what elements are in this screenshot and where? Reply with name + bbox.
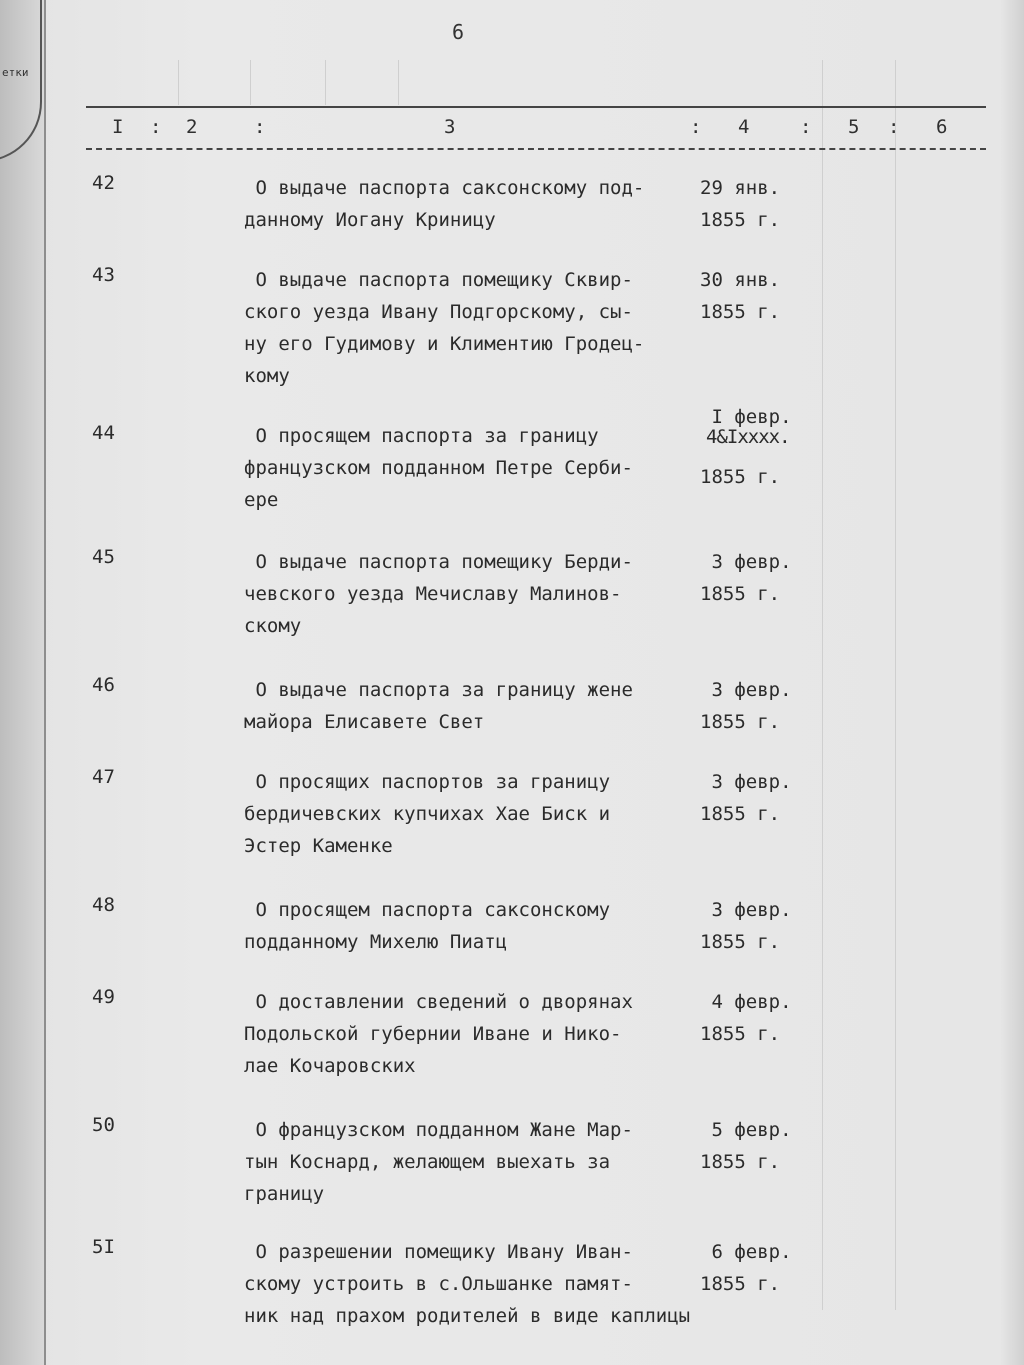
entry-number: 5I: [92, 1236, 115, 1258]
column-number: 3: [444, 116, 456, 138]
page-number: 6: [452, 20, 465, 44]
entry-number: 47: [92, 766, 115, 788]
entry-number: 44: [92, 422, 115, 444]
entry-number: 45: [92, 546, 115, 568]
margin-stub-text: етки: [2, 66, 29, 79]
column-separator: :: [888, 116, 900, 138]
entry-date: 3 февр. 1855 г.: [700, 679, 792, 733]
entry-number: 46: [92, 674, 115, 696]
entry-date: 4 февр. 1855 г.: [700, 991, 792, 1045]
entry-description: О просящем паспорта саксонскому подданному Михелю Пиатц: [244, 899, 611, 953]
margin-curve: [0, 0, 42, 162]
entry-description: О выдаче паспорта помещику Сквир- ского уезда Ивану Подгорскому, сы- ну его Гудимову и Климентию Гродец- кому: [244, 269, 645, 387]
entry-number: 49: [92, 986, 115, 1008]
bleed-through-line: [325, 60, 326, 105]
bleed-through-line: [895, 60, 896, 1310]
entry-number: 48: [92, 894, 115, 916]
document-page: етки 6 I : 2 : 3 : 4 : 5 : 6 42 О выдаче паспорта саксонскому под- данному Иогану Криницу 29 янв. 1855 г. 43 О выдаче паспорта помещику Сквир- ского уезда Ивану Подгорскому, сы- ну его Гудимову и Климентию Гродец- кому 30 янв. 1855 г. 44 О просящем паспорта за границу французском подданном Петре Серби- ере I февр. 1855 г. 4&Ixxxx. 45 О выдаче паспорта помещику Берди- чевского уезда Мечиславу Малинов- скому 3 февр. 1855 г. 46 О выдаче паспорта за границу жене майора Елисавете Свет 3 февр. 1855 г. 47 О просящих паспортов за границу бердичевских купчихах Хае Биск и Эстер Каменке 3 февр. 1855 г. 48 О просящем паспорта саксонскому подданному Михелю Пиатц 3 февр. 1855 г. 49 О доставлении сведений о дворянах Подольской губернии Иване и Нико- лае Кочаровских 4 февр. 1855 г. 50 О французском подданном Жане Мар- тын Коснард, желающем выехать за границу 5 февр. 1855 г. 5I О разрешении помещику Ивану Иван- скому устроить в с.Ольшанке памят- ник над прахом родителей в виде каплицы 6 февр. 1855 г.: [0, 0, 1024, 1365]
entry-description: О выдаче паспорта помещику Берди- чевского уезда Мечиславу Малинов- скому: [244, 551, 633, 637]
entry-date: 3 февр. 1855 г.: [700, 899, 792, 953]
column-number: 5: [848, 116, 860, 138]
entry-date: 3 февр. 1855 г.: [700, 771, 792, 825]
bleed-through-line: [822, 60, 823, 1310]
entry-number: 43: [92, 264, 115, 286]
bleed-through-line: [398, 60, 399, 105]
column-number: I: [112, 116, 124, 138]
column-separator: :: [800, 116, 812, 138]
entry-date: 5 февр. 1855 г.: [700, 1119, 792, 1173]
entry-date: I февр. 1855 г.: [700, 406, 792, 488]
entry-description: О просящем паспорта за границу французском подданном Петре Серби- ере: [244, 425, 633, 511]
entry-date: 29 янв. 1855 г.: [700, 177, 781, 231]
header-top-rule: [86, 106, 986, 108]
entry-date: 3 февр. 1855 г.: [700, 551, 792, 605]
entry-number: 42: [92, 172, 115, 194]
column-number: 2: [186, 116, 198, 138]
column-separator: :: [254, 116, 266, 138]
entry-description: О просящих паспортов за границу бердичевских купчихах Хае Биск и Эстер Каменке: [244, 771, 611, 857]
column-separator: :: [690, 116, 702, 138]
entry-description: О выдаче паспорта за границу жене майора Елисавете Свет: [244, 679, 633, 733]
entry-number: 50: [92, 1114, 115, 1136]
entry-description: О выдаче паспорта саксонскому под- данному Иогану Криницу: [244, 177, 645, 231]
entry-description: О французском подданном Жане Мар- тын Коснард, желающем выехать за границу: [244, 1119, 633, 1205]
entry-date: 30 янв. 1855 г.: [700, 269, 781, 323]
column-number: 6: [936, 116, 948, 138]
bleed-through-line: [250, 60, 251, 105]
entry-description: О доставлении сведений о дворянах Подольской губернии Иване и Нико- лае Кочаровских: [244, 991, 633, 1077]
bleed-through-line: [178, 60, 179, 105]
previous-page-edge: [0, 0, 46, 1365]
entry-date: 6 февр. 1855 г.: [700, 1241, 792, 1295]
header-bottom-rule: [86, 148, 986, 150]
column-separator: :: [150, 116, 162, 138]
column-number: 4: [738, 116, 750, 138]
entry-description: О разрешении помещику Ивану Иван- скому устроить в с.Ольшанке памят- ник над прахом родителей в виде каплицы: [244, 1241, 691, 1327]
